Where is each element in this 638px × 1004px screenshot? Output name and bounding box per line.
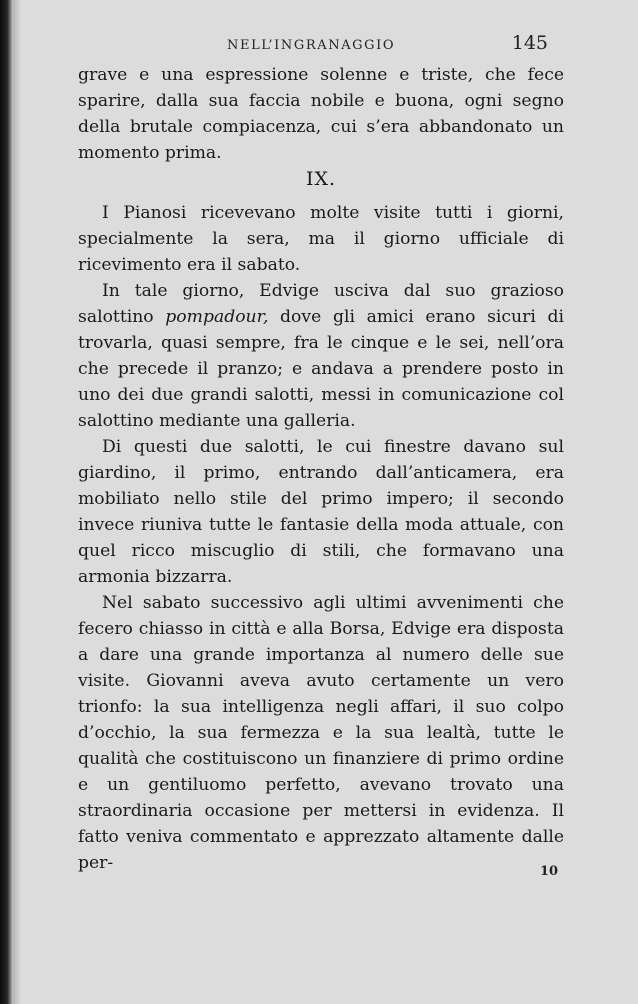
running-head: NELL’INGRANAGGIO bbox=[227, 38, 396, 53]
italic-text: pompadour, bbox=[165, 307, 269, 327]
page-number: 145 bbox=[511, 32, 548, 54]
paragraph: I Pianosi ricevevano molte visite tutti i giorni, specialmente la sera, ma il giorno ufficiale di ricevimento era il sabato. bbox=[78, 203, 564, 275]
page-gutter-shadow bbox=[13, 0, 21, 1004]
paragraph bbox=[78, 278, 564, 434]
chapter-heading: IX. bbox=[305, 168, 337, 190]
paragraph-text: In tale giorno, Edvige usciva dal suo grazioso salottino bbox=[78, 281, 564, 327]
page-body bbox=[78, 62, 564, 876]
signature-mark: 10 bbox=[540, 864, 559, 879]
paragraph-text: dove gli amici erano sicuri di trovarla, quasi sempre, fra le cinque e le sei, nell’ora che precede il pranzo; e andava a prendere posto in uno dei due grandi salotti, messi in comunicazione col salottino mediante una galleria. bbox=[78, 307, 564, 431]
page-header bbox=[80, 34, 560, 62]
paragraph: Nel sabato successivo agli ultimi avvenimenti che fecero chiasso in città e alla Borsa, Edvige era disposta a dare una grande importanza al numero delle sue visite. Giovanni aveva avuto certamente un vero trionfo: la sua intelligenza negli affari, il suo colpo d’occhio, la sua fermezza e la sua lealtà, tutte le qualità che costituiscono un finanziere di primo ordine e un gentiluomo perfetto, avevano trovato una straordinaria occasione per mettersi in evidenza. Il fatto veniva commentato e apprezzato altamente dalle per- bbox=[78, 593, 564, 873]
book-spine-shadow bbox=[0, 0, 13, 1004]
paragraph: Di questi due salotti, le cui finestre davano sul giardino, il primo, entrando dall’anticamera, era mobiliato nello stile del primo impero; il secondo invece riuniva tutte le fantasie della moda attuale, con quel ricco miscuglio di stili, che formavano una armonia bizzarra. bbox=[78, 437, 564, 587]
paragraph-continuation: grave e una espressione solenne e triste, che fece sparire, dalla sua faccia nobile e buona, ogni segno della brutale compiacenza, cui s’era abbandonato un momento prima. bbox=[78, 65, 564, 163]
